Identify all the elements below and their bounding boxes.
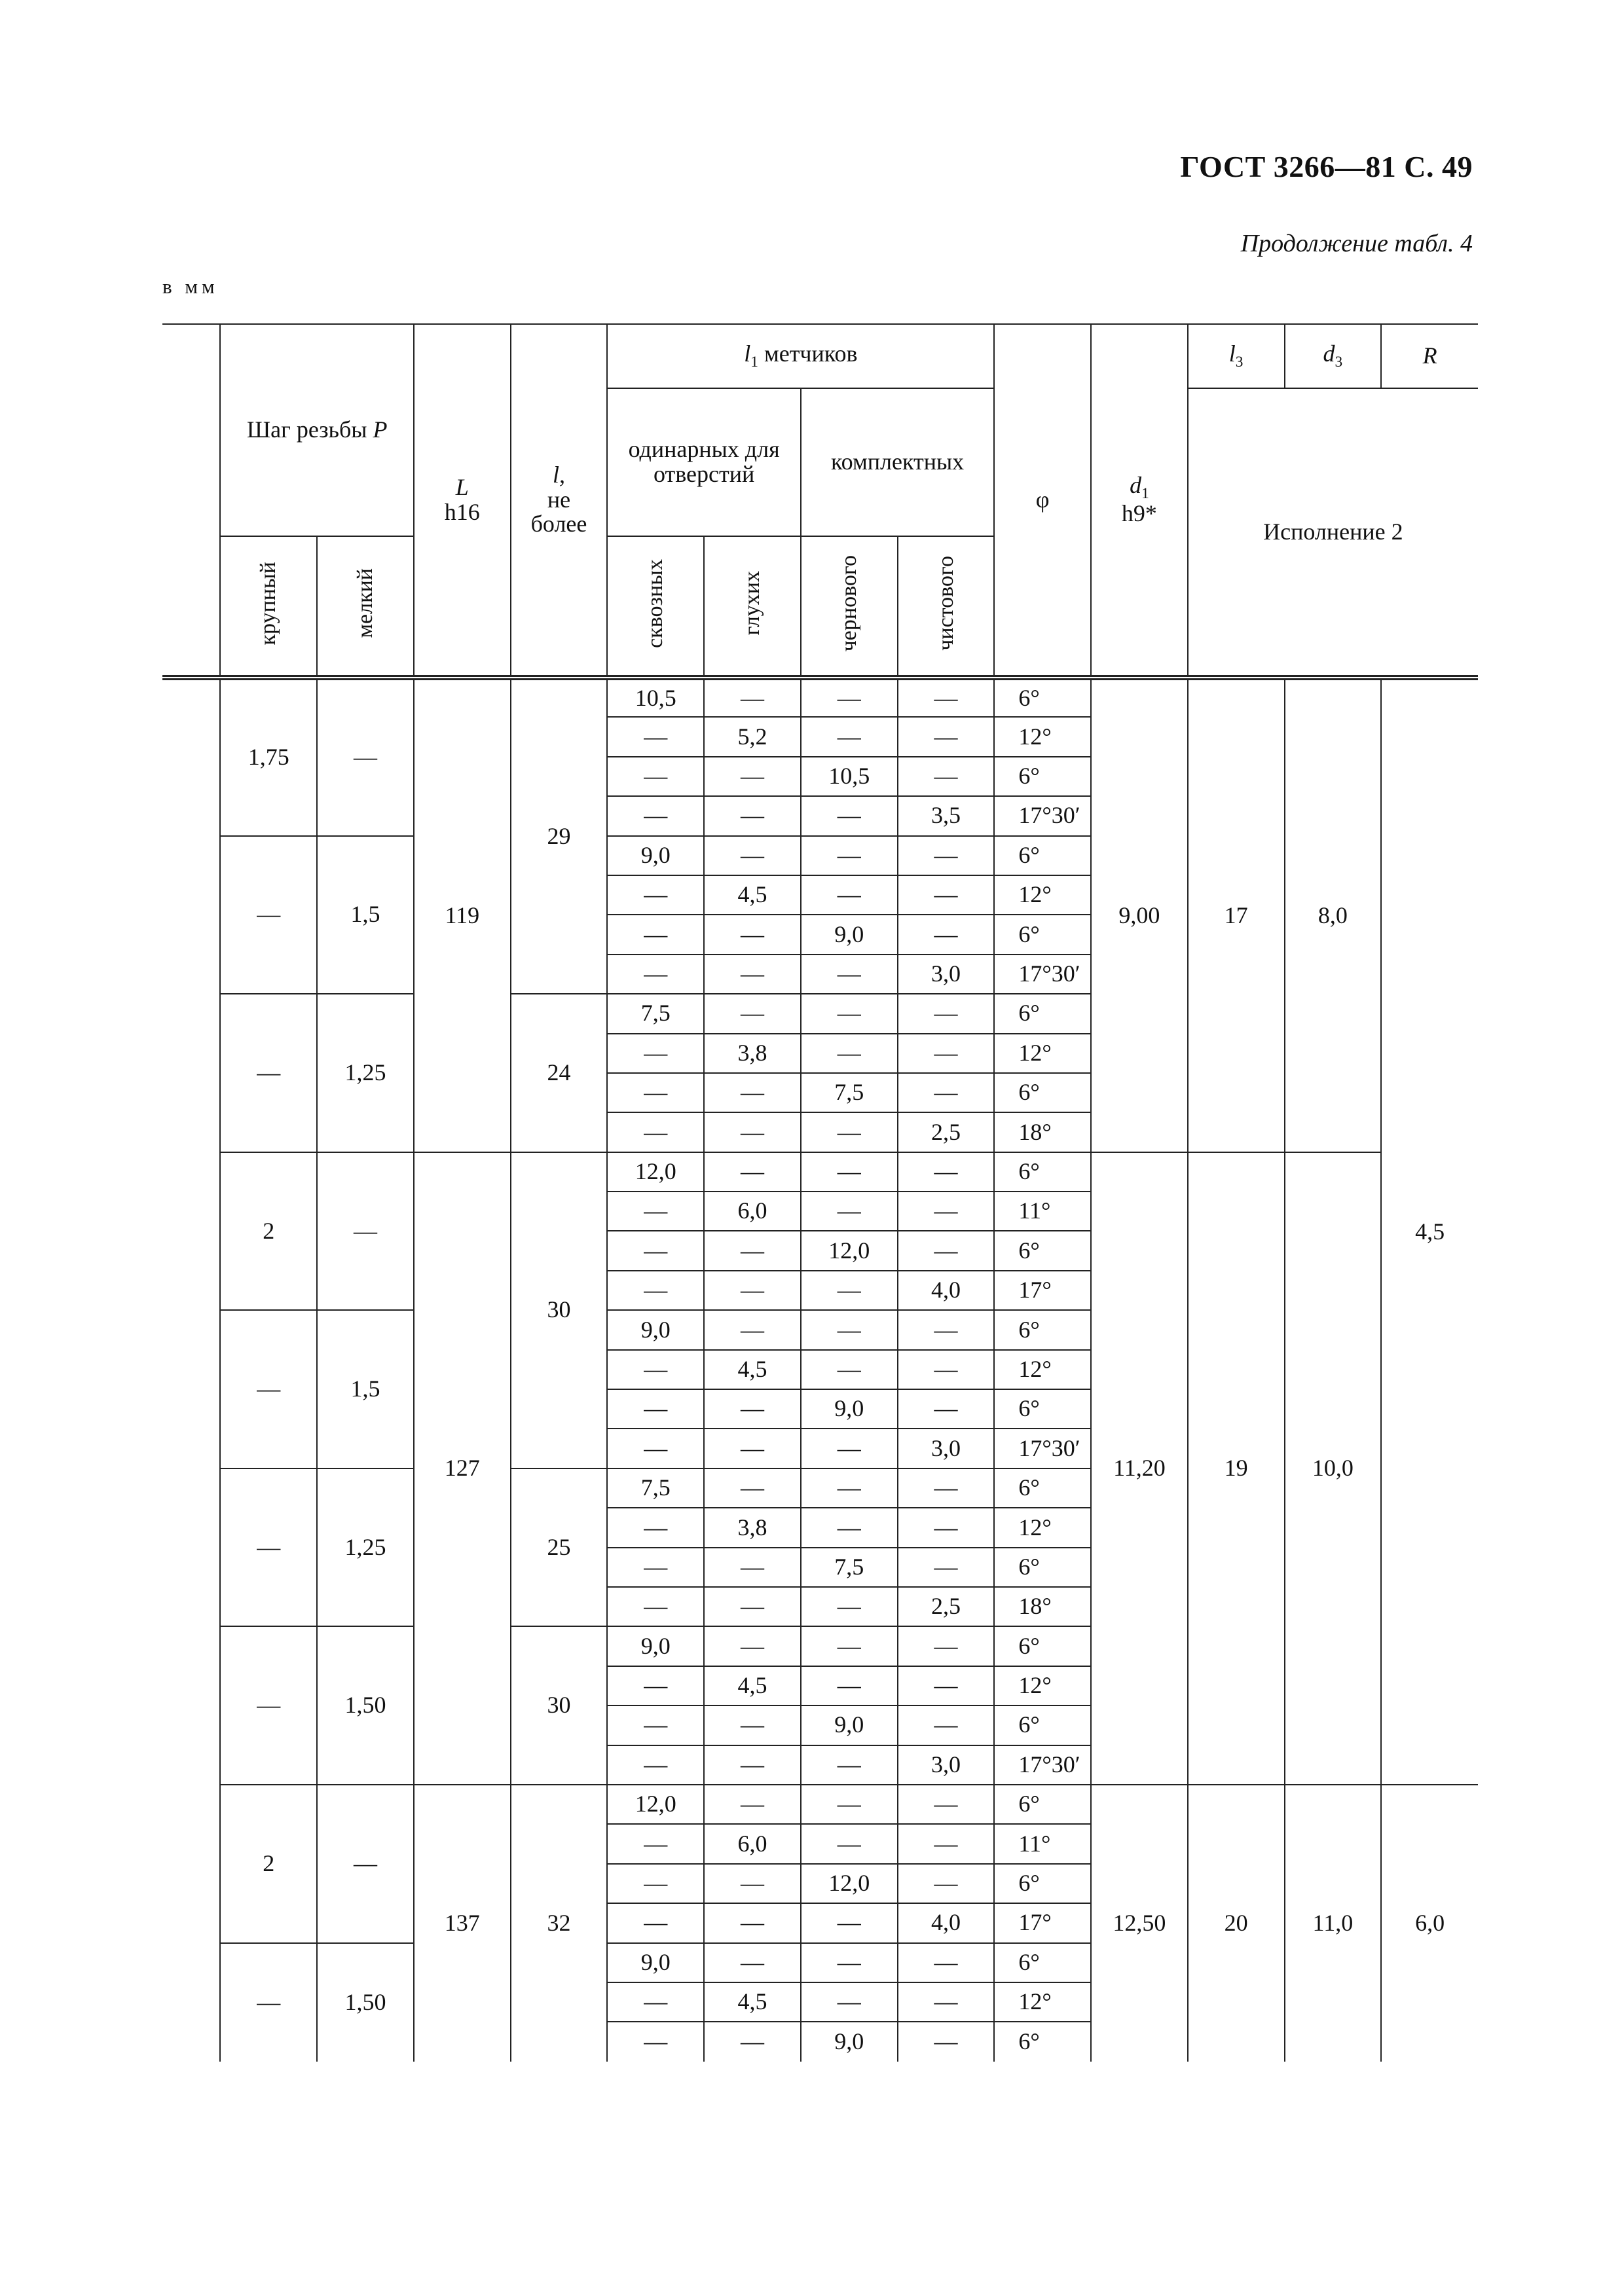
phi-cell: 12° xyxy=(994,875,1091,915)
l1-blind-cell: 4,5 xyxy=(704,1666,801,1705)
l-note: не более xyxy=(530,486,587,538)
l1-through-cell: — xyxy=(607,1389,704,1429)
fine-pitch-cell: — xyxy=(317,1152,414,1311)
l1-blind-cell: — xyxy=(704,2022,801,2061)
phi-cell: 12° xyxy=(994,1666,1091,1705)
l1-blind-cell: — xyxy=(704,1271,801,1310)
table-header xyxy=(162,324,1478,678)
R-cell: 4,5 xyxy=(1381,678,1478,1785)
l1-rough-cell: 7,5 xyxy=(801,1548,898,1587)
l1-through-cell: — xyxy=(607,1705,704,1745)
L-header xyxy=(414,324,511,678)
l1-rough-cell: — xyxy=(801,1785,898,1824)
l1-blind-cell: 3,8 xyxy=(704,1034,801,1073)
l1-finish-cell: 3,5 xyxy=(898,796,995,835)
fine-pitch-cell: 1,25 xyxy=(317,1468,414,1627)
phi-cell: 6° xyxy=(994,1310,1091,1349)
l-cell: 25 xyxy=(511,1468,608,1627)
rough-header xyxy=(801,536,898,678)
l1-through-cell: 10,5 xyxy=(607,678,704,717)
l1-blind-cell: — xyxy=(704,1548,801,1587)
l1-finish-cell: 2,5 xyxy=(898,1112,995,1152)
l1-finish-cell: — xyxy=(898,757,995,796)
blind-header xyxy=(704,536,801,678)
l1-finish-cell: — xyxy=(898,717,995,756)
l1-finish-cell: — xyxy=(898,1192,995,1231)
table-row xyxy=(162,1152,1478,1192)
phi-cell: 17°30′ xyxy=(994,796,1091,835)
l1-blind-cell: 6,0 xyxy=(704,1824,801,1863)
l1-finish-cell: — xyxy=(898,1982,995,2022)
l1-through-cell: — xyxy=(607,1429,704,1468)
l1-through-cell: 9,0 xyxy=(607,1943,704,1982)
l1-through-cell: — xyxy=(607,1864,704,1903)
l1-rough-cell: 9,0 xyxy=(801,1705,898,1745)
phi-cell: 6° xyxy=(994,836,1091,875)
coarse-pitch-cell: 1,75 xyxy=(220,678,317,836)
l1-blind-cell: — xyxy=(704,678,801,717)
phi-cell: 6° xyxy=(994,1152,1091,1192)
page-header: ГОСТ 3266—81 С. 49 xyxy=(1180,150,1473,183)
l1-through-cell: — xyxy=(607,1034,704,1073)
l1-blind-cell: 3,8 xyxy=(704,1508,801,1547)
l1-rough-cell: — xyxy=(801,994,898,1033)
phi-cell: 6° xyxy=(994,678,1091,717)
L-symbol: L xyxy=(455,473,469,500)
l1-through-cell: — xyxy=(607,915,704,954)
d3-symbol: d xyxy=(1323,340,1335,367)
phi-cell: 6° xyxy=(994,994,1091,1033)
l1-rough-cell: 10,5 xyxy=(801,757,898,796)
d3-subscript: 3 xyxy=(1335,354,1343,371)
table-row xyxy=(162,678,1478,717)
l1-finish-cell: — xyxy=(898,1548,995,1587)
fine-pitch-cell: 1,5 xyxy=(317,1310,414,1468)
l1-finish-cell: 2,5 xyxy=(898,1587,995,1626)
l1-finish-cell: — xyxy=(898,1073,995,1112)
blank-margin-cell xyxy=(162,678,220,2062)
l1-finish-cell: 3,0 xyxy=(898,1429,995,1468)
l1-blind-cell: — xyxy=(704,1864,801,1903)
l1-through-cell: 9,0 xyxy=(607,1310,704,1349)
blind-label: глухих xyxy=(740,571,765,636)
phi-cell: 12° xyxy=(994,1034,1091,1073)
coarse-pitch-cell: — xyxy=(220,994,317,1152)
l-cell: 30 xyxy=(511,1626,608,1785)
coarse-pitch-cell: 2 xyxy=(220,1785,317,1943)
phi-symbol: φ xyxy=(1035,486,1050,513)
l1-blind-cell: — xyxy=(704,1389,801,1429)
l1-through-cell: 12,0 xyxy=(607,1152,704,1192)
l1-finish-cell: — xyxy=(898,1824,995,1863)
l1-rough-cell: — xyxy=(801,1112,898,1152)
l-cell: 29 xyxy=(511,678,608,994)
l1-through-cell: 9,0 xyxy=(607,836,704,875)
version-label: Исполнение 2 xyxy=(1263,518,1403,545)
l1-finish-cell: 4,0 xyxy=(898,1903,995,1942)
l1-blind-cell: — xyxy=(704,1785,801,1824)
dimensions-table xyxy=(162,323,1478,2062)
coarse-pitch-cell: 2 xyxy=(220,1152,317,1311)
l-cell: 32 xyxy=(511,1785,608,2062)
coarse-label: крупный xyxy=(256,561,281,646)
l1-through-cell: 7,5 xyxy=(607,1468,704,1508)
d3-cell: 11,0 xyxy=(1285,1785,1382,2062)
l1-through-cell: — xyxy=(607,796,704,835)
phi-header xyxy=(994,324,1091,678)
fine-header xyxy=(317,536,414,678)
version-header xyxy=(1188,388,1478,678)
l1-rough-cell: — xyxy=(801,955,898,994)
l1-label: метчиков xyxy=(764,340,858,367)
l1-rough-cell: 7,5 xyxy=(801,1073,898,1112)
l1-finish-cell: — xyxy=(898,1626,995,1666)
l1-blind-cell: — xyxy=(704,836,801,875)
d3-cell: 10,0 xyxy=(1285,1152,1382,1785)
d1-header xyxy=(1091,324,1188,678)
l1-through-cell: 12,0 xyxy=(607,1785,704,1824)
R-header xyxy=(1381,324,1478,388)
l1-rough-cell: 12,0 xyxy=(801,1231,898,1270)
L-tolerance: h16 xyxy=(444,498,480,525)
phi-cell: 6° xyxy=(994,1548,1091,1587)
through-label: сквозных xyxy=(643,558,668,648)
blank-corner xyxy=(162,324,220,678)
l1-rough-cell: — xyxy=(801,1508,898,1547)
l1-through-cell: — xyxy=(607,1903,704,1942)
phi-cell: 6° xyxy=(994,1231,1091,1270)
l1-finish-cell: 3,0 xyxy=(898,1745,995,1785)
l1-rough-cell: — xyxy=(801,1468,898,1508)
rough-label: чернового xyxy=(836,555,861,652)
l1-through-cell: — xyxy=(607,1548,704,1587)
d1-cell: 12,50 xyxy=(1091,1785,1188,2062)
l1-rough-cell: — xyxy=(801,1626,898,1666)
d3-cell: 8,0 xyxy=(1285,678,1382,1152)
l1-rough-cell: — xyxy=(801,1152,898,1192)
phi-cell: 6° xyxy=(994,1785,1091,1824)
coarse-pitch-cell: — xyxy=(220,1310,317,1468)
l1-finish-cell: — xyxy=(898,1350,995,1389)
l1-rough-cell: 9,0 xyxy=(801,915,898,954)
l1-blind-cell: 4,5 xyxy=(704,1350,801,1389)
l1-blind-cell: — xyxy=(704,1310,801,1349)
d3-header xyxy=(1285,324,1382,388)
l1-blind-cell: 5,2 xyxy=(704,717,801,756)
l1-through-cell: — xyxy=(607,1745,704,1785)
l1-through-cell: — xyxy=(607,1587,704,1626)
l1-finish-cell: — xyxy=(898,1034,995,1073)
fine-pitch-cell: 1,25 xyxy=(317,994,414,1152)
l1-rough-cell: — xyxy=(801,717,898,756)
phi-cell: 6° xyxy=(994,1705,1091,1745)
l-cell: 30 xyxy=(511,1152,608,1468)
finish-header xyxy=(898,536,995,678)
fine-pitch-cell: — xyxy=(317,1785,414,1943)
phi-cell: 6° xyxy=(994,1073,1091,1112)
l3-symbol: l xyxy=(1228,340,1236,367)
l1-through-cell: 7,5 xyxy=(607,994,704,1033)
phi-cell: 6° xyxy=(994,757,1091,796)
phi-cell: 6° xyxy=(994,1626,1091,1666)
phi-cell: 17°30′ xyxy=(994,1429,1091,1468)
coarse-pitch-cell: — xyxy=(220,1943,317,2062)
l1-rough-cell: — xyxy=(801,1350,898,1389)
thread-pitch-label: Шаг резьбы xyxy=(246,416,367,443)
l1-through-cell: — xyxy=(607,1112,704,1152)
l1-blind-cell: — xyxy=(704,994,801,1033)
l1-blind-cell: — xyxy=(704,1587,801,1626)
l1-blind-cell: — xyxy=(704,796,801,835)
table-continuation-note: Продолжение табл. 4 xyxy=(1240,230,1473,257)
phi-cell: 17° xyxy=(994,1271,1091,1310)
table-body xyxy=(162,678,1478,2062)
l1-through-cell: — xyxy=(607,1350,704,1389)
phi-cell: 6° xyxy=(994,1943,1091,1982)
phi-cell: 17°30′ xyxy=(994,955,1091,994)
l1-finish-cell: 3,0 xyxy=(898,955,995,994)
single-taps-header xyxy=(607,388,800,536)
l-cell: 24 xyxy=(511,994,608,1152)
l1-rough-cell: — xyxy=(801,1587,898,1626)
l1-through-cell: — xyxy=(607,1231,704,1270)
l-header xyxy=(511,324,608,678)
l1-finish-cell: — xyxy=(898,875,995,915)
fine-pitch-cell: 1,50 xyxy=(317,1943,414,2062)
l1-through-cell: — xyxy=(607,2022,704,2061)
l1-blind-cell: — xyxy=(704,1903,801,1942)
l1-rough-cell: — xyxy=(801,836,898,875)
fine-label: мелкий xyxy=(353,568,378,638)
l1-rough-cell: 9,0 xyxy=(801,1389,898,1429)
phi-cell: 11° xyxy=(994,1824,1091,1863)
phi-cell: 17°30′ xyxy=(994,1745,1091,1785)
d1-cell: 9,00 xyxy=(1091,678,1188,1152)
l1-blind-cell: — xyxy=(704,1152,801,1192)
l1-blind-cell: — xyxy=(704,915,801,954)
phi-cell: 12° xyxy=(994,717,1091,756)
phi-cell: 12° xyxy=(994,1982,1091,2022)
L-cell: 127 xyxy=(414,1152,511,1785)
l1-rough-cell: — xyxy=(801,1192,898,1231)
l3-cell: 17 xyxy=(1188,678,1285,1152)
phi-cell: 12° xyxy=(994,1508,1091,1547)
l1-rough-cell: — xyxy=(801,1429,898,1468)
phi-cell: 6° xyxy=(994,1389,1091,1429)
set-taps-label: комплектных xyxy=(830,448,965,475)
through-header xyxy=(607,536,704,678)
l1-rough-cell: — xyxy=(801,1745,898,1785)
l1-rough-cell: — xyxy=(801,875,898,915)
thread-pitch-header xyxy=(220,324,413,536)
l1-blind-cell: — xyxy=(704,1073,801,1112)
finish-label: чистового xyxy=(933,556,958,651)
l1-blind-cell: — xyxy=(704,1468,801,1508)
l3-cell: 19 xyxy=(1188,1152,1285,1785)
l1-subscript: 1 xyxy=(750,354,758,371)
l1-through-cell: — xyxy=(607,1192,704,1231)
l1-rough-cell: — xyxy=(801,1271,898,1310)
l1-through-cell: — xyxy=(607,955,704,994)
l1-blind-cell: — xyxy=(704,1745,801,1785)
coarse-pitch-cell: — xyxy=(220,836,317,994)
l1-through-cell: — xyxy=(607,1073,704,1112)
l1-through-cell: — xyxy=(607,757,704,796)
set-taps-header xyxy=(801,388,994,536)
l3-cell: 20 xyxy=(1188,1785,1285,2062)
l3-header xyxy=(1188,324,1285,388)
l1-blind-cell: — xyxy=(704,1231,801,1270)
l1-symbol: l xyxy=(744,340,751,367)
d1-tolerance: h9* xyxy=(1121,500,1157,527)
l1-blind-cell: — xyxy=(704,1112,801,1152)
phi-cell: 11° xyxy=(994,1192,1091,1231)
l1-finish-cell: — xyxy=(898,1705,995,1745)
l1-through-cell: — xyxy=(607,1982,704,2022)
l1-through-cell: — xyxy=(607,1666,704,1705)
d1-symbol: d xyxy=(1130,471,1142,498)
L-cell: 119 xyxy=(414,678,511,1152)
l1-rough-cell: — xyxy=(801,1982,898,2022)
l1-rough-cell: 9,0 xyxy=(801,2022,898,2061)
l1-finish-cell: — xyxy=(898,1508,995,1547)
phi-cell: 6° xyxy=(994,1864,1091,1903)
l1-finish-cell: — xyxy=(898,2022,995,2061)
l1-finish-cell: — xyxy=(898,678,995,717)
l1-through-cell: — xyxy=(607,1824,704,1863)
l1-finish-cell: — xyxy=(898,994,995,1033)
l1-through-cell: — xyxy=(607,1508,704,1547)
l1-finish-cell: 4,0 xyxy=(898,1271,995,1310)
l1-through-cell: — xyxy=(607,1271,704,1310)
l1-blind-cell: — xyxy=(704,1429,801,1468)
l1-blind-cell: 4,5 xyxy=(704,875,801,915)
d1-subscript: 1 xyxy=(1141,484,1149,502)
l1-finish-cell: — xyxy=(898,1785,995,1824)
l3-subscript: 3 xyxy=(1235,354,1244,371)
l1-rough-cell: — xyxy=(801,1903,898,1942)
R-symbol: R xyxy=(1422,342,1437,369)
thread-pitch-symbol: P xyxy=(373,416,388,443)
coarse-pitch-cell: — xyxy=(220,1468,317,1627)
l1-blind-cell: — xyxy=(704,955,801,994)
l1-rough-cell: — xyxy=(801,1666,898,1705)
l1-blind-cell: — xyxy=(704,1626,801,1666)
l1-finish-cell: — xyxy=(898,1468,995,1508)
phi-cell: 18° xyxy=(994,1112,1091,1152)
table-row xyxy=(162,1785,1478,1824)
l1-through-cell: — xyxy=(607,717,704,756)
phi-cell: 12° xyxy=(994,1350,1091,1389)
l1-rough-cell: — xyxy=(801,1310,898,1349)
l1-blind-cell: — xyxy=(704,1705,801,1745)
d1-cell: 11,20 xyxy=(1091,1152,1188,1785)
l1-blind-cell: — xyxy=(704,757,801,796)
l1-finish-cell: — xyxy=(898,1389,995,1429)
phi-cell: 6° xyxy=(994,915,1091,954)
l1-rough-cell: — xyxy=(801,1824,898,1863)
l-symbol: l, xyxy=(553,461,566,488)
phi-cell: 6° xyxy=(994,1468,1091,1508)
l1-blind-cell: 6,0 xyxy=(704,1192,801,1231)
fine-pitch-cell: 1,50 xyxy=(317,1626,414,1785)
l1-finish-cell: — xyxy=(898,1943,995,1982)
l1-finish-cell: — xyxy=(898,1152,995,1192)
coarse-header xyxy=(220,536,317,678)
phi-cell: 6° xyxy=(994,2022,1091,2061)
fine-pitch-cell: 1,5 xyxy=(317,836,414,994)
l1-rough-cell: — xyxy=(801,796,898,835)
single-taps-label: одинарных для отверстий xyxy=(628,436,780,487)
l1-through-cell: 9,0 xyxy=(607,1626,704,1666)
R-cell: 6,0 xyxy=(1381,1785,1478,2062)
l1-rough-cell: — xyxy=(801,678,898,717)
l1-finish-cell: — xyxy=(898,1310,995,1349)
l1-finish-cell: — xyxy=(898,915,995,954)
l1-rough-cell: 12,0 xyxy=(801,1864,898,1903)
l1-finish-cell: — xyxy=(898,836,995,875)
l1-rough-cell: — xyxy=(801,1034,898,1073)
l1-header xyxy=(607,324,994,388)
l1-rough-cell: — xyxy=(801,1943,898,1982)
l1-blind-cell: 4,5 xyxy=(704,1982,801,2022)
l1-blind-cell: — xyxy=(704,1943,801,1982)
phi-cell: 17° xyxy=(994,1903,1091,1942)
l1-finish-cell: — xyxy=(898,1666,995,1705)
coarse-pitch-cell: — xyxy=(220,1626,317,1785)
L-cell: 137 xyxy=(414,1785,511,2062)
units-label: в мм xyxy=(162,275,219,298)
l1-through-cell: — xyxy=(607,875,704,915)
phi-cell: 18° xyxy=(994,1587,1091,1626)
fine-pitch-cell: — xyxy=(317,678,414,836)
l1-finish-cell: — xyxy=(898,1231,995,1270)
l1-finish-cell: — xyxy=(898,1864,995,1903)
